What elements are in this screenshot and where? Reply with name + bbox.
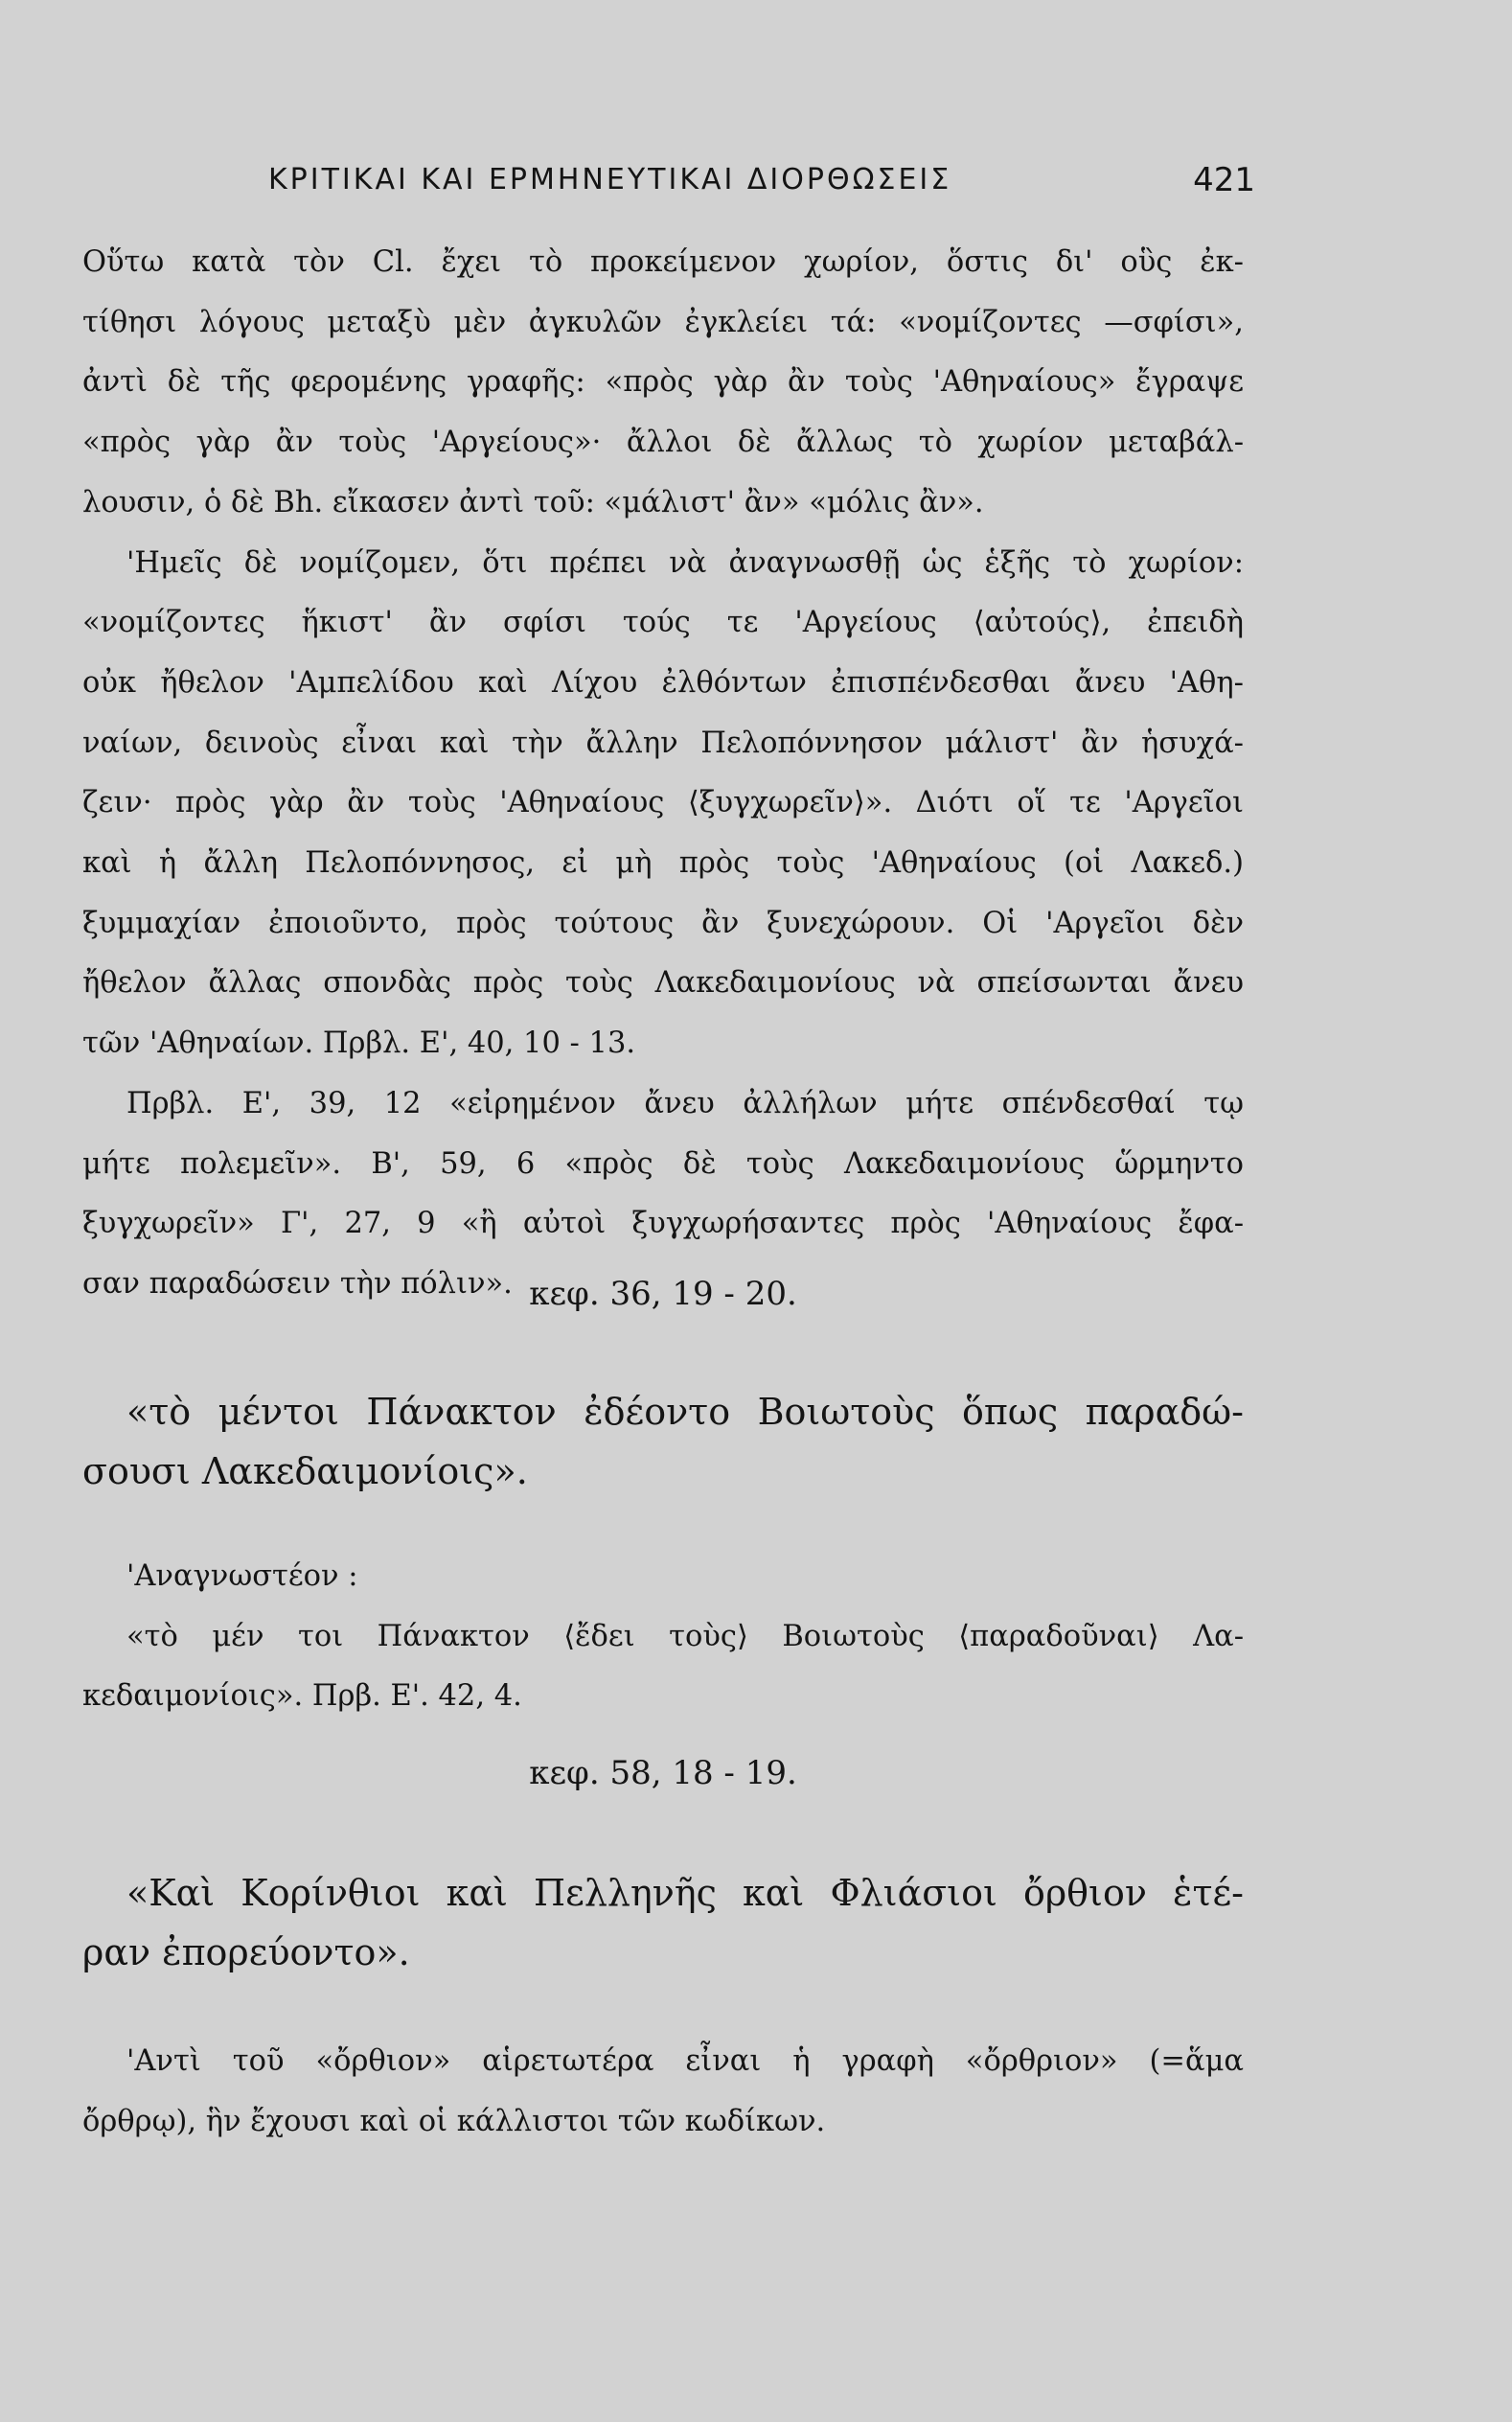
text-line: λουσιν, ὁ δὲ Bh. εἴκασεν ἀντὶ τοῦ: «μάλιστ' ἂν» «μόλις ἂν». [82,485,984,519]
text-line: ζειν· πρὸς γὰρ ἂν τοὺς 'Αθηναίους ⟨ξυγχωρεῖν⟩». Διότι οἵ τε 'Αργεῖοι [82,786,1244,820]
text-line: ξυγχωρεῖν» Γ', 27, 9 «ἢ αὐτοὶ ξυγχωρήσαντες πρὸς 'Αθηναίους ἔφα- [82,1207,1244,1241]
quotation [82,1863,1244,1982]
text-line: σαν παραδώσειν τὴν πόλιν». [82,1266,513,1301]
text-line: «τὸ μέν τοι Πάνακτον ⟨ἔδει τοὺς⟩ Βοιωτοὺς ⟨παραδοῦναι⟩ Λα- [126,1619,1244,1653]
text-line: ξυμμαχίαν ἐποιοῦντο, πρὸς τούτους ἂν ξυνεχώρουν. Οἱ 'Αργεῖοι δὲν [82,906,1244,940]
text-line: μήτε πολεμεῖν». Β', 59, 6 «πρὸς δὲ τοὺς Λακεδαιμονίους ὥρμηντο [82,1146,1244,1181]
text-line: σουσι Λακεδαιμονίοις». [82,1450,528,1492]
text-line: καὶ ἡ ἄλλη Πελοπόννησος, εἰ μὴ πρὸς τοὺς 'Αθηναίους (οἱ Λακεδ.) [82,846,1244,881]
page-header [268,163,1255,211]
section-heading: κεφ. 36, 19 - 20. [529,1275,797,1313]
text-line: οὐκ ἤθελον 'Αμπελίδου καὶ Λίχου ἐλθόντων ἐπισπένδεσθαι ἄνευ 'Αθη- [82,665,1244,700]
text-line: κεδαιμονίοις». Πρβ. Ε'. 42, 4. [82,1679,522,1714]
text-line: 'Ημεῖς δὲ νομίζομεν, ὅτι πρέπει νὰ ἀναγνωσθῇ ὡς ἑξῆς τὸ χωρίον: [126,545,1244,580]
page-number: 421 [1193,161,1255,199]
text-line: ὄρθρῳ), ἣν ἔχουσι καὶ οἱ κάλλιστοι τῶν κωδίκων. [82,2104,826,2138]
text-line: «Καὶ Κορίνθιοι καὶ Πελληνῆς καὶ Φλιάσιοι ὄρθιον ἑτέ- [126,1872,1244,1914]
text-line: ἤθελον ἄλλας σπονδὰς πρὸς τοὺς Λακεδαιμονίους νὰ σπείσωνται ἄνευ [82,966,1244,1001]
text-line: τίθησι λόγους μεταξὺ μὲν ἀγκυλῶν ἐγκλείει τά: «νομίζοντες —σφίσι», [82,305,1244,339]
text-line: Οὕτω κατὰ τὸν Cl. ἔχει τὸ προκείμενον χωρίον, ὅστις δι' οὓς ἐκ- [82,245,1244,279]
running-title: ΚΡΙΤΙΚΑΙ ΚΑΙ ΕΡΜΗΝΕΥΤΙΚΑΙ ΔΙΟΡΘΩΣΕΙΣ [268,163,952,196]
note-paragraph [82,1547,1244,1727]
text-line: «νομίζοντες ἥκιστ' ἂν σφίσι τούς τε 'Αργείους ⟨αὐτούς⟩, ἐπειδὴ [82,606,1244,640]
text-line: ναίων, δεινοὺς εἶναι καὶ τὴν ἄλλην Πελοπόννησον μάλιστ' ἂν ἡσυχά- [82,726,1244,760]
text-line: ραν ἐπορεύοντο». [82,1931,410,1973]
text-line: 'Αντὶ τοῦ «ὄρθιον» αἱρετωτέρα εἶναι ἡ γραφὴ «ὄρθριον» (=ἅμα [126,2044,1244,2078]
commentary-paragraph [82,233,1244,1315]
text-line: «πρὸς γὰρ ἂν τοὺς 'Αργείους»· ἄλλοι δὲ ἄλλως τὸ χωρίον μεταβάλ- [82,426,1244,460]
text-line: «τὸ μέντοι Πάνακτον ἐδέοντο Βοιωτοὺς ὅπως παραδώ- [126,1391,1244,1433]
text-line: 'Αναγνωστέον : [126,1559,358,1593]
text-line: τῶν 'Αθηναίων. Πρβλ. Ε', 40, 10 - 13. [82,1026,636,1061]
section-heading: κεφ. 58, 18 - 19. [529,1754,797,1792]
text-line: Πρβλ. Ε', 39, 12 «εἰρημένον ἄνευ ἀλλήλων μήτε σπένδεσθαί τῳ [126,1086,1244,1120]
text-line: ἀντὶ δὲ τῆς φερομένης γραφῆς: «πρὸς γὰρ ἂν τοὺς 'Αθηναίους» ἔγραψε [82,365,1244,400]
note-paragraph [82,2032,1244,2152]
quotation [82,1382,1244,1501]
